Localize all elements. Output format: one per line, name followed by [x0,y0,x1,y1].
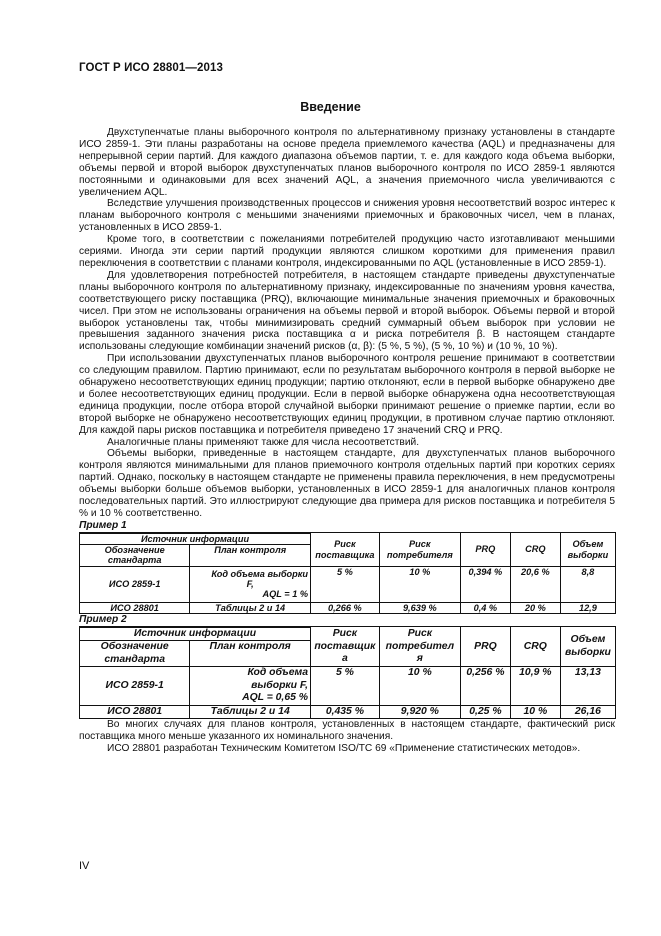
cell-prq: 0,4 % [460,602,510,613]
paragraph: Объемы выборки, приведенные в настоящем стандарте, для двухступенчатых планов выборочного контроля являются минимальными для планов приемочного контроля отдельных партий при коротких сериях партий. Однако, поскольку в настоящем стандарте не применены правила переключения, в нем предусмотрены объемы выборки больше объемов выборки, установленных в ИСО 2859-1 для аналогичных планов контроля последовательных партий. Это иллюстрируют следующие два примера для рисков поставщика и потребителя 5 % и 10 % соответственно. [79,448,615,519]
paragraph: Аналогичные планы применяют также для числа несоответствий. [107,436,420,448]
paragraph: При использовании двухступенчатых планов выборочного контроля решение принимают в соответствии со следующим правилом. Партию принимают, если по результатам выборочного контроля в первой выборке не обнаружено несоответствующих единиц продукции; партию отклоняют, если в первой выборке обнаружено две и более несоответствующих единиц продукции. Если в первой выборке обнаружена одна несоответствующая единица продукции, после отбора второй случайной выборки принимают решение о приемке партии, если во второй выборке не обнаружено несоответствующих единиц продукции, в противном случае партию отклоняют. Для каждой пары рисков поставщика и потребителя приведено 17 значений CRQ и PRQ. [79,353,615,436]
th-risk-supplier: Риск поставщика [311,533,380,566]
th-designation: Обозначение стандарта [80,545,190,567]
cell-prq: 0,256 % [460,667,510,706]
cell-risk-consumer: 10 % [379,667,460,706]
cell-sample-size: 12,9 [560,602,615,613]
cell-prq: 0,394 % [460,566,510,602]
cell-std: ИСО 28801 [80,705,190,719]
paragraph: Вследствие улучшения производственных процессов и снижения уровня несоответствий возрос интерес к планам выборочного контроля с меньшими значениями приемочных и браковочных чисел, чем в планах, установленных в ИСО 2859-1. [79,198,615,234]
cell-prq: 0,25 % [460,705,510,719]
cell-crq: 10,9 % [510,667,560,706]
th-risk-consumer: Риск потребителя [379,533,460,566]
cell-plan: Таблицы 2 и 14 [190,602,311,613]
example-2-table [79,626,616,720]
page-number: IV [79,860,90,872]
cell-std: ИСО 2859-1 [80,667,190,706]
cell-plan: Код объема выборки F, AQL = 1 % [190,566,311,602]
th-plan: План контроля [190,545,311,567]
th-crq: CRQ [510,533,560,566]
cell-sample-size: 26,16 [560,705,615,719]
cell-risk-supplier: 0,435 % [311,705,380,719]
example-2-label: Пример 2 [79,614,127,625]
paragraph: Двухступенчатые планы выборочного контроля по альтернативному признаку установлены в стандарте ИСО 2859-1. Эти планы разработаны на основе предела приемлемого качества (AQL) и предназначены для непрерывной серии партий. Для каждого диапазона объемов партии, т. е. для каждого кода объема выборки, объемы первой и второй выборок двухступенчатых планов выборочного контроля по ИСО 2859-1 являются постоянными и одинаковыми для всех значений AQL, а значения приемочного числа увеличиваются с увеличением AQL. [79,127,615,198]
example-1-table [79,532,616,614]
cell-risk-supplier: 5 % [311,566,380,602]
paragraph: ИСО 28801 разработан Техническим Комитетом ISO/TC 69 «Применение статистических методов». [107,743,581,755]
th-prq: PRQ [460,627,510,667]
th-risk-supplier: Риск поставщик а [311,627,380,667]
th-source: Источник информации [80,627,311,641]
th-designation: Обозначение стандарта [80,641,190,667]
cell-risk-consumer: 9,920 % [379,705,460,719]
th-plan: План контроля [190,641,311,667]
cell-crq: 20,6 % [510,566,560,602]
cell-std: ИСО 2859-1 [80,566,190,602]
th-prq: PRQ [460,533,510,566]
section-title: Введение [300,100,361,114]
cell-risk-supplier: 5 % [311,667,380,706]
th-sample-size: Объем выборки [560,627,615,667]
th-risk-consumer: Риск потребител я [379,627,460,667]
cell-std: ИСО 28801 [80,602,190,613]
cell-plan: Таблицы 2 и 14 [190,705,311,719]
cell-risk-supplier: 0,266 % [311,602,380,613]
document-header: ГОСТ Р ИСО 28801—2013 [79,62,224,74]
cell-plan: Код объема выборки F, AQL = 0,65 % [190,667,311,706]
th-sample-size: Объем выборки [560,533,615,566]
cell-crq: 10 % [510,705,560,719]
document-body [79,127,615,755]
th-crq: CRQ [510,627,560,667]
paragraph: Кроме того, в соответствии с пожеланиями потребителей продукцию часто изготавливают меньшими сериями. Иногда эти серии партий продукции являются слишком короткими для применения правил переключения в соответствии с планами контроля, индексированными по AQL (установленные в ИСО 2859-1). [79,234,615,269]
cell-sample-size: 13,13 [560,667,615,706]
paragraph: Во многих случаях для планов контроля, установленных в настоящем стандарте, фактический риск поставщика много меньше указанного их номинального значения. [79,719,615,743]
example-1-label: Пример 1 [79,519,127,531]
cell-crq: 20 % [510,602,560,613]
paragraph: Для удовлетворения потребностей потребителя, в настоящем стандарте приведены двухступенчатые планы выборочного контроля по альтернативному признаку, индексированные по значениям уровня качества, соответствующего риску поставщика (PRQ), включающие минимальные значения приемочных и браковочных чисел. При этом не использованы ограничения на объемы первой и второй выборок. Объемы первой и второй выборок установлены так, чтобы минимизировать средний суммарный объем выборок при условии не превышения заданного значения риска поставщика α и риска потребителя β. В настоящем стандарте использованы следующие комбинации значений рисков (α, β): (5 %, 5 %), (5 %, 10 %) и (10 %, 10 %). [79,269,615,353]
cell-risk-consumer: 10 % [379,566,460,602]
cell-risk-consumer: 9,639 % [379,602,460,613]
th-source: Источник информации [80,533,311,545]
cell-sample-size: 8,8 [560,566,615,602]
